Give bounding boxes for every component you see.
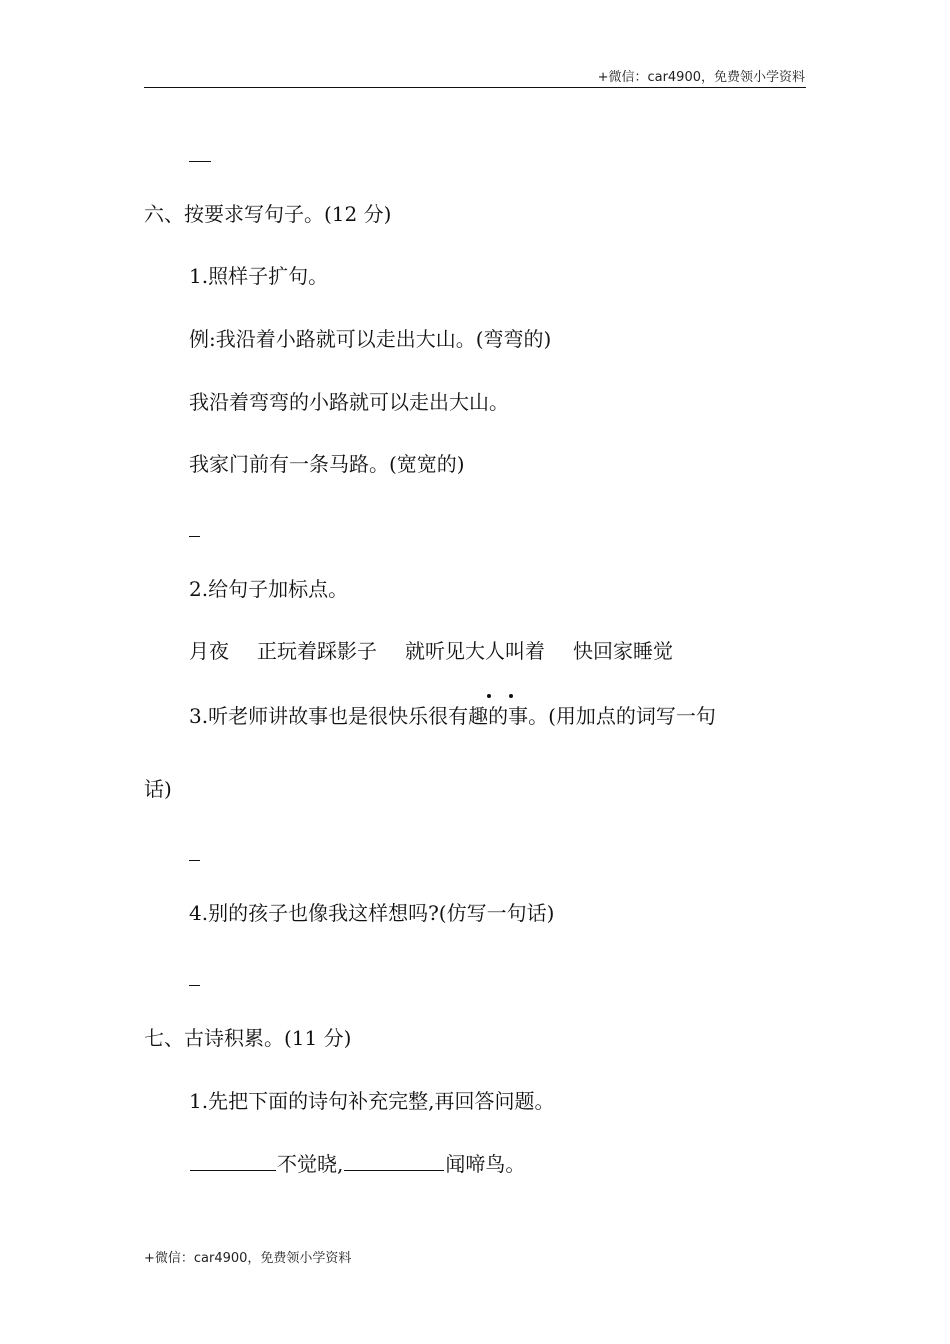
q2-part: 快回家睡觉 [573, 639, 673, 663]
q4-title: 4.别的孩子也像我这样想吗?(仿写一句话) [189, 901, 555, 925]
section-6-title: 六、按要求写句子。(12 分) [144, 202, 392, 226]
poem-line [189, 1150, 525, 1177]
q2-part: 正玩着踩影子 [257, 639, 377, 663]
q3-line2: 话) [144, 777, 172, 801]
q3-line1: 3.听老师讲故事也是很快乐很有趣的事。(用加点的词写一句 [189, 704, 716, 728]
answer-line [189, 536, 200, 537]
answer-line [189, 860, 200, 861]
emphasis-dot [487, 694, 491, 698]
header-rule [144, 87, 806, 88]
q2-part: 就听见大人叫着 [405, 639, 545, 663]
q1-prompt: 我家门前有一条马路。(宽宽的) [189, 452, 465, 476]
q1-example-answer: 我沿着弯弯的小路就可以走出大山。 [189, 390, 509, 414]
footer-watermark: +微信：car4900，免费领小学资料 [144, 1251, 352, 1266]
q2-sentence [189, 638, 673, 664]
q2-title: 2.给句子加标点。 [189, 577, 349, 601]
answer-line [189, 161, 211, 162]
q1-title: 1.照样子扩句。 [189, 264, 329, 288]
q1-example: 例:我沿着小路就可以走出大山。(弯弯的) [189, 327, 552, 351]
section-7-title: 七、古诗积累。(11 分) [144, 1026, 352, 1050]
answer-line [189, 985, 200, 986]
poem-text: 不觉晓, [277, 1152, 344, 1176]
emphasis-dot [509, 694, 513, 698]
s7-q1-title: 1.先把下面的诗句补充完整,再回答问题。 [189, 1089, 555, 1113]
header-watermark: +微信：car4900，免费领小学资料 [597, 70, 805, 85]
poem-text: 闻啼鸟。 [445, 1152, 526, 1176]
q2-part: 月夜 [189, 639, 229, 663]
fill-blank[interactable] [344, 1150, 444, 1171]
fill-blank[interactable] [190, 1150, 276, 1171]
